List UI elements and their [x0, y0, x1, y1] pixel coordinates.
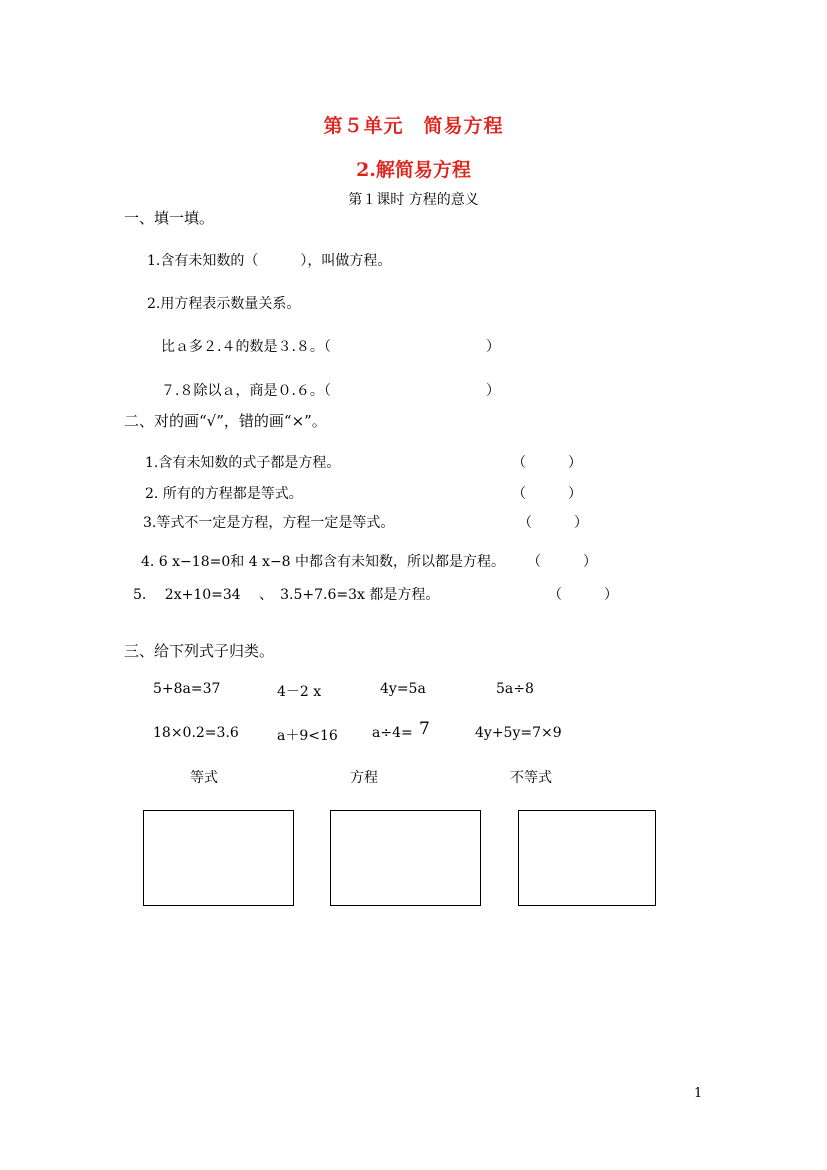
section1-q2b-close: ）: [486, 383, 500, 399]
section2-heading: 二、对的画“√”，错的画“×”。: [124, 412, 327, 430]
expr-3: 4y=5a: [380, 681, 426, 697]
answer-box-linear-eq: [330, 810, 481, 906]
tf-item-2: 2. 所有的方程都是等式。: [145, 486, 303, 502]
section1-q1: 1.含有未知数的（ ），叫做方程。: [147, 253, 392, 269]
expr-1: 5+8a=37: [153, 681, 221, 697]
expr-6: a＋9<16: [277, 728, 338, 744]
expr-5: 18×0.2=3.6: [153, 725, 239, 741]
tf-paren-1: （ ）: [512, 455, 582, 471]
tf-paren-3: （ ）: [518, 515, 588, 531]
category-label-linear-eq: 方程: [350, 770, 378, 786]
expr-4: 5a÷8: [496, 681, 534, 697]
section1-heading: 一、填一填。: [124, 209, 215, 227]
section1-q2: 2.用方程表示数量关系。: [147, 296, 301, 312]
tf-paren-5: （ ）: [548, 587, 618, 603]
category-label-inequality: 不等式: [510, 770, 552, 786]
tf-paren-4: （ ）: [527, 554, 597, 570]
page-number: 1: [694, 1086, 703, 1101]
category-label-equation: 等式: [190, 770, 218, 786]
section1-q2b: ７.８除以ａ，商是０.６。（: [161, 383, 331, 399]
period-subtitle: 第１课时 方程的意义: [348, 192, 479, 208]
answer-box-equation: [143, 810, 294, 906]
lesson-title: 2.解简易方程: [356, 159, 471, 181]
expr-7-value: 7: [419, 719, 430, 739]
section3-heading: 三、给下列式子归类。: [124, 642, 275, 660]
expr-8: 4y+5y=7×9: [475, 725, 562, 741]
expr-2: 4－2 x: [277, 684, 322, 700]
expr-7: a÷4=: [372, 725, 413, 741]
section1-q2a: 比ａ多２.４的数是３.８。（: [161, 339, 331, 355]
unit-title: 第５单元 简易方程: [323, 115, 504, 137]
tf-item-3: 3.等式不一定是方程，方程一定是等式。: [143, 515, 395, 531]
tf-item-5: 5. 2x+10=34 、 3.5+7.6=3x 都是方程。: [133, 587, 440, 603]
tf-paren-2: （ ）: [512, 486, 582, 502]
tf-item-4: 4. 6 x−18=0和 4 x−8 中都含有未知数，所以都是方程。: [141, 554, 506, 570]
tf-item-1: 1.含有未知数的式子都是方程。: [145, 455, 341, 471]
section1-q2a-close: ）: [486, 339, 500, 355]
answer-box-inequality: [518, 810, 656, 906]
